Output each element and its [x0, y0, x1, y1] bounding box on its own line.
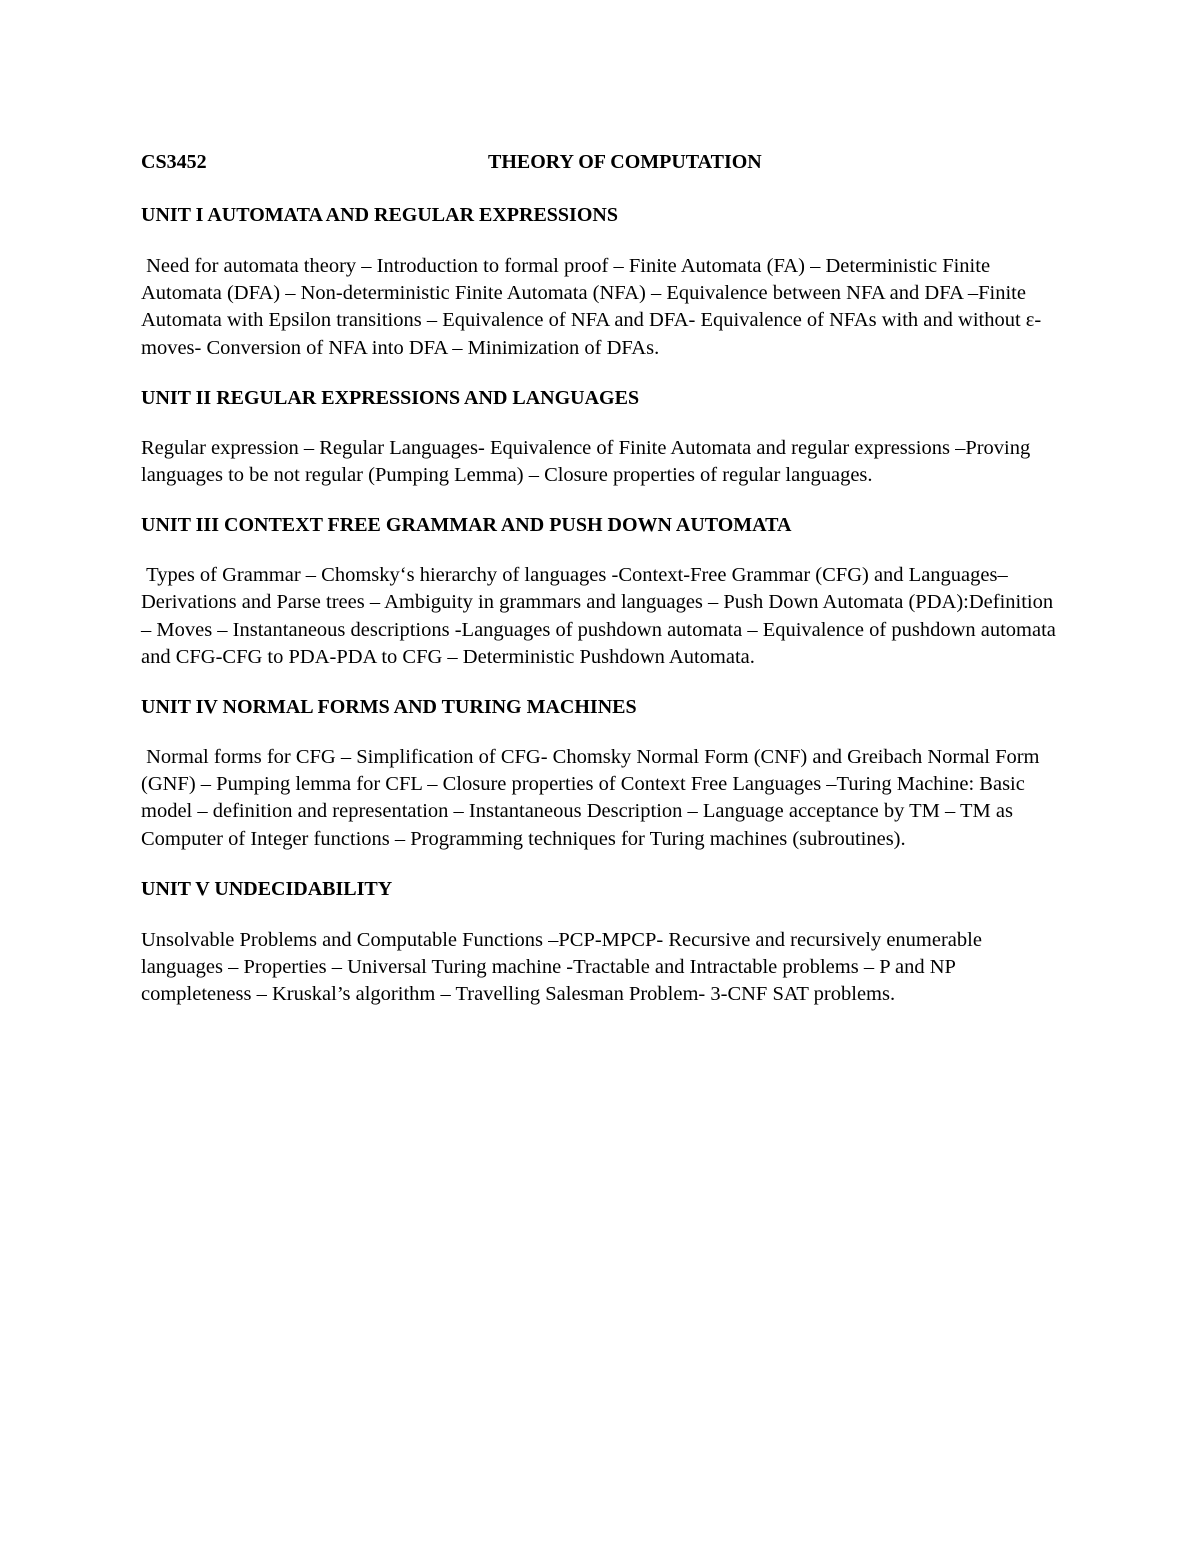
- unit-description: Types of Grammar – Chomsky‘s hierarchy of languages -Context-Free Grammar (CFG) and Languages– Derivations and Parse trees – Ambiguity in grammars and languages – Push Down Automata (PDA):Definition – Moves – Instantaneous descriptions -Languages of pushdown automata – Equivalence of pushdown automata and CFG-CFG to PDA-PDA to CFG – Deterministic Pushdown Automata.: [141, 564, 1062, 668]
- unit-description: Regular expression – Regular Languages- Equivalence of Finite Automata and regular expressions –Proving languages to be not regular (Pumping Lemma) – Closure properties of regular languages.: [141, 436, 1031, 487]
- unit-section-4: [141, 694, 1066, 853]
- unit-section-1: [141, 202, 1066, 362]
- unit-heading: UNIT V UNDECIDABILITY: [141, 877, 393, 900]
- syllabus-page: [141, 150, 1066, 1008]
- unit-description: Unsolvable Problems and Computable Functions –PCP-MPCP- Recursive and recursively enumerable languages – Properties – Universal Turing machine -Tractable and Intractable problems – P and NP completeness – Kruskal’s algorithm – Travelling Salesman Problem- 3-CNF SAT problems.: [141, 928, 982, 1006]
- unit-heading: UNIT III CONTEXT FREE GRAMMAR AND PUSH DOWN AUTOMATA: [141, 514, 792, 537]
- unit-section-2: [141, 385, 1066, 489]
- unit-description: Need for automata theory – Introduction to formal proof – Finite Automata (FA) – Deterministic Finite Automata (DFA) – Non-deterministic Finite Automata (NFA) – Equivalence between NFA and DFA –Finite Automata with Epsilon transitions – Equivalence of NFA and DFA- Equivalence of NFAs with and without ε-moves- Conversion of NFA into DFA – Minimization of DFAs.: [141, 255, 1042, 359]
- course-title: THEORY OF COMPUTATION: [488, 151, 762, 173]
- unit-heading: UNIT IV NORMAL FORMS AND TURING MACHINES: [141, 696, 637, 719]
- course-code: CS3452: [141, 151, 207, 173]
- unit-heading: UNIT II REGULAR EXPRESSIONS AND LANGUAGES: [141, 386, 640, 409]
- unit-heading: UNIT I AUTOMATA AND REGULAR EXPRESSIONS: [141, 204, 618, 226]
- unit-section-5: [141, 876, 1066, 1009]
- unit-section-3: [141, 512, 1066, 671]
- unit-description: Normal forms for CFG – Simplification of CFG- Chomsky Normal Form (CNF) and Greibach Normal Form (GNF) – Pumping lemma for CFL – Closure properties of Context Free Languages –Turing Machine: Basic model – definition and representation – Instantaneous Description – Language acceptance by TM – TM as Computer of Integer functions – Programming techniques for Turing machines (subroutines).: [141, 746, 1045, 850]
- course-header: [141, 150, 1066, 174]
